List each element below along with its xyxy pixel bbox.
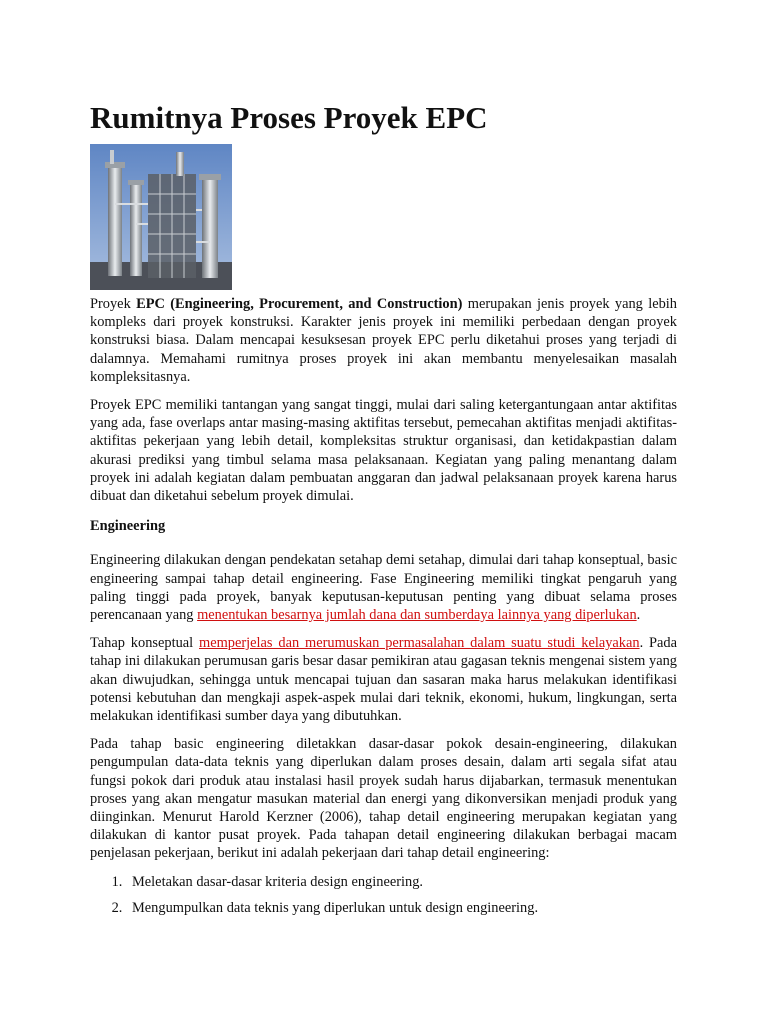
basic-engineering-paragraph: Pada tahap basic engineering diletakkan dasar-dasar pokok desain-engineering, dilakukan pengumpulan data-data teknis yang diperlukan dalam proses desain, dalam arti segala sifat atau fungsi pokok dari produk atau instalasi hasil proyek sudah harus dijabarkan, termasuk menentukan proses yang akan mengatur masukan material dan energi yang dikonversikan menjadi produk yang diinginkan. Menurut Harold Kerzner (2006), tahap detail engineering merupakan kegiatan yang dilakukan di kantor pusat proyek. Pada tahapan detail engineering dilakukan berbagai macam penjelasan pekerjaan, berikut ini adalah pekerjaan dari tahap detail engineering: — [90, 736, 677, 862]
intro-text-post: merupakan jenis proyek yang lebih kompleks dari proyek konstruksi. Karakter jenis proyek ini memiliki perbedaan dengan proyek konstruksi biasa. Dalam mencapai kesuksesan proyek EPC perlu diketahui proses yang terjadi di dalamnya. Memahami rumitnya proses proyek ini akan membantu menyelesaikan masalah kompleksitasnya. — [90, 296, 677, 385]
article-body — [90, 295, 677, 925]
funding-link[interactable]: menentukan besarnya jumlah dana dan sumberdaya lainnya yang diperlukan — [197, 607, 637, 624]
refinery-photo-icon — [90, 144, 232, 290]
conceptual-paragraph — [90, 634, 677, 725]
challenge-paragraph: Proyek EPC memiliki tantangan yang sangat tinggi, mulai dari saling ketergantungaan antar aktifitas yang ada, fase overlaps antar masing-masing aktifitas tersebut, pemecahan aktifitas menjadi aktifitas-aktifitas pekerjaan yang lebih detail, kompleksitas struktur organisasi, dan ketidakpastian dalam akurasi prediksi yang timbul selama masa pelaksanaan. Kegiatan yang paling menantang dalam proyek ini adalah kegiatan dalam pembuatan anggaran dan jadwal pelaksanaan proyek karena harus dibuat dan diketahui sebelum proyek dimulai. — [90, 397, 677, 505]
intro-paragraph — [90, 295, 677, 386]
engineering-paragraph — [90, 551, 677, 624]
intro-text-pre: Proyek — [90, 296, 137, 312]
engineering-text-post: . — [636, 607, 641, 624]
engineering-text-pre: Engineering dilakukan dengan pendekatan setahap demi setahap, dimulai dari tahap konseptual, basic engineering sampai tahap detail engineering. Fase Engineering memiliki tingkat pengaruh yang paling tinggi pada proyek, banyak keputusan-keputusan penting yang dibuat selama proses perencanaan yang — [90, 552, 677, 624]
section-heading-engineering: Engineering — [90, 518, 166, 535]
refinery-photo — [90, 144, 232, 290]
conceptual-text-post: . Pada tahap ini dilakukan perumusan garis besar dasar pemikiran atau gagasan teknis mengenai sistem yang akan diwujudkan, sehingga untuk mencapai tujuan dan sasaran maka harus melakukan identifikasi potensi kebutuhan dan mengkaji aspek-aspek mulai dari teknik, ekonomi, hukum, lingkungan, serta melakukan identifikasi sumber daya yang dibutuhkan. — [90, 635, 678, 725]
list-item: 2. Mengumpulkan data teknis yang diperlukan untuk design engineering. — [126, 899, 677, 917]
conceptual-text-pre: Tahap konseptual — [90, 635, 200, 652]
list-item: 1. Meletakan dasar-dasar kriteria design engineering. — [126, 873, 677, 891]
detail-engineering-list — [90, 873, 677, 917]
feasibility-link[interactable]: memperjelas dan merumuskan permasalahan dalam suatu studi kelayakan — [199, 635, 640, 652]
page-title: Rumitnya Proses Proyek EPC — [90, 100, 488, 135]
epc-term: EPC (Engineering, Procurement, and Construction) — [136, 296, 463, 312]
